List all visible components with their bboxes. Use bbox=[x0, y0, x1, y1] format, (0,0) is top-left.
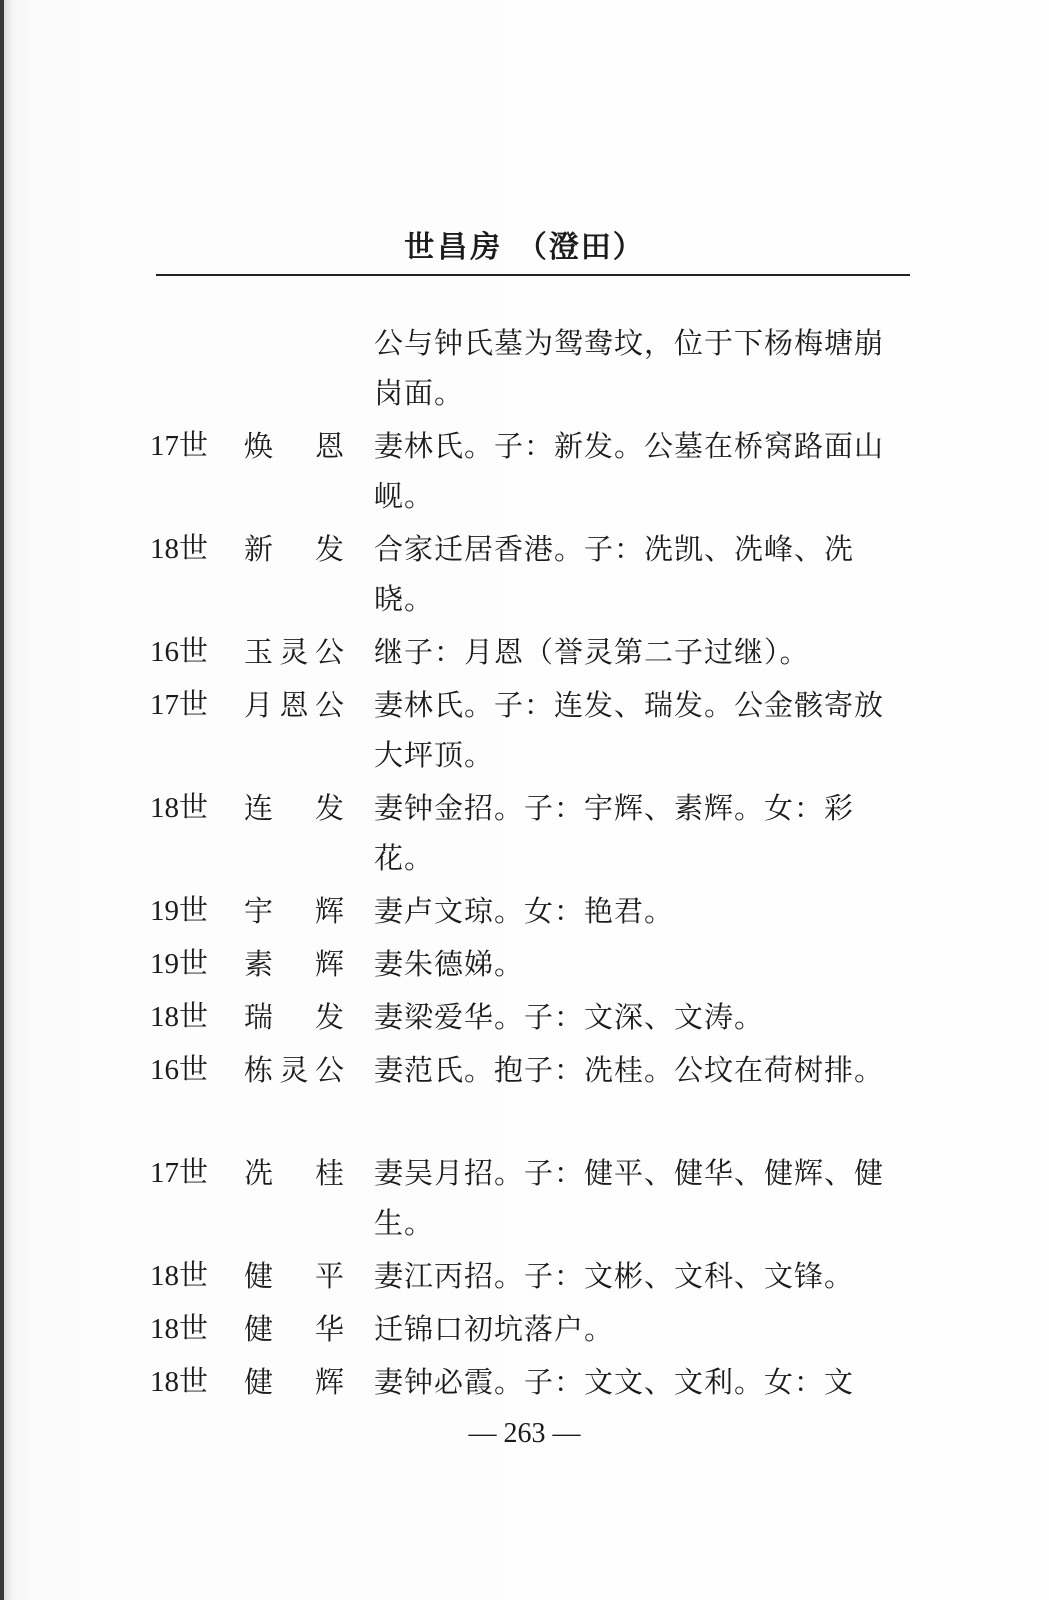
generation-label: 18世 bbox=[150, 1366, 209, 1398]
generation-label: 19世 bbox=[150, 895, 209, 927]
generation-label: 18世 bbox=[150, 792, 209, 824]
entry-description: 妻卢文琼。女：艳君。 bbox=[374, 894, 675, 928]
entry-description: 妻钟金招。子：宇辉、素辉。女：彩花。 bbox=[374, 791, 855, 875]
person-name: 焕恩 bbox=[244, 429, 344, 463]
entry-description: 妻林氏。子：新发。公墓在桥窝路面山岘。 bbox=[374, 429, 885, 513]
person-name: 冼桂 bbox=[244, 1156, 344, 1190]
generation-label: 18世 bbox=[150, 533, 209, 565]
entry-description: 公与钟氏墓为鸳鸯坟，位于下杨梅塘崩岗面。 bbox=[374, 326, 885, 410]
running-header bbox=[0, 222, 1049, 266]
entry-description: 迁锦口初坑落户。 bbox=[374, 1312, 615, 1346]
header-title: 世昌房 bbox=[404, 230, 504, 265]
person-name: 月恩公 bbox=[244, 688, 344, 722]
entry-description: 妻梁爱华。子：文深、文涛。 bbox=[374, 1000, 765, 1034]
person-name: 栋灵公 bbox=[244, 1053, 344, 1087]
entry-description: 合家迁居香港。子：冼凯、冼峰、冼晓。 bbox=[374, 532, 855, 616]
generation-label: 18世 bbox=[150, 1001, 209, 1033]
generation-label: 18世 bbox=[150, 1260, 209, 1292]
generation-label: 17世 bbox=[150, 430, 209, 462]
generation-label: 17世 bbox=[150, 1157, 209, 1189]
generation-label: 16世 bbox=[150, 636, 209, 668]
entry-description: 妻林氏。子：连发、瑞发。公金骸寄放大坪顶。 bbox=[374, 688, 885, 772]
entry-description: 妻钟必霞。子：文文、文利。女：文 bbox=[374, 1365, 855, 1399]
person-name: 健辉 bbox=[244, 1365, 344, 1399]
person-name: 连发 bbox=[244, 791, 344, 825]
generation-label: 17世 bbox=[150, 689, 209, 721]
person-name: 玉灵公 bbox=[244, 635, 344, 669]
entry-description: 妻江丙招。子：文彬、文科、文锋。 bbox=[374, 1259, 855, 1293]
person-name: 健平 bbox=[244, 1259, 344, 1293]
person-name: 健华 bbox=[244, 1312, 344, 1346]
generation-label: 19世 bbox=[150, 948, 209, 980]
header-rule bbox=[156, 274, 910, 276]
entry-description: 继子：月恩（誉灵第二子过继）。 bbox=[374, 635, 810, 669]
page-number: — 263 — bbox=[468, 1418, 581, 1449]
header-subtitle: （澄田） bbox=[516, 230, 645, 265]
generation-label: 16世 bbox=[150, 1054, 209, 1086]
person-name: 瑞发 bbox=[244, 1000, 344, 1034]
entry-description: 妻范氏。抱子：冼桂。公坟在荷树排。 bbox=[374, 1053, 885, 1087]
person-name: 新发 bbox=[244, 532, 344, 566]
person-name: 素辉 bbox=[244, 947, 344, 981]
person-name: 宇辉 bbox=[244, 894, 344, 928]
entry-description: 妻朱德娣。 bbox=[374, 947, 525, 981]
generation-label: 18世 bbox=[150, 1313, 209, 1345]
entry-description: 妻吴月招。子：健平、健华、健辉、健生。 bbox=[374, 1156, 885, 1240]
